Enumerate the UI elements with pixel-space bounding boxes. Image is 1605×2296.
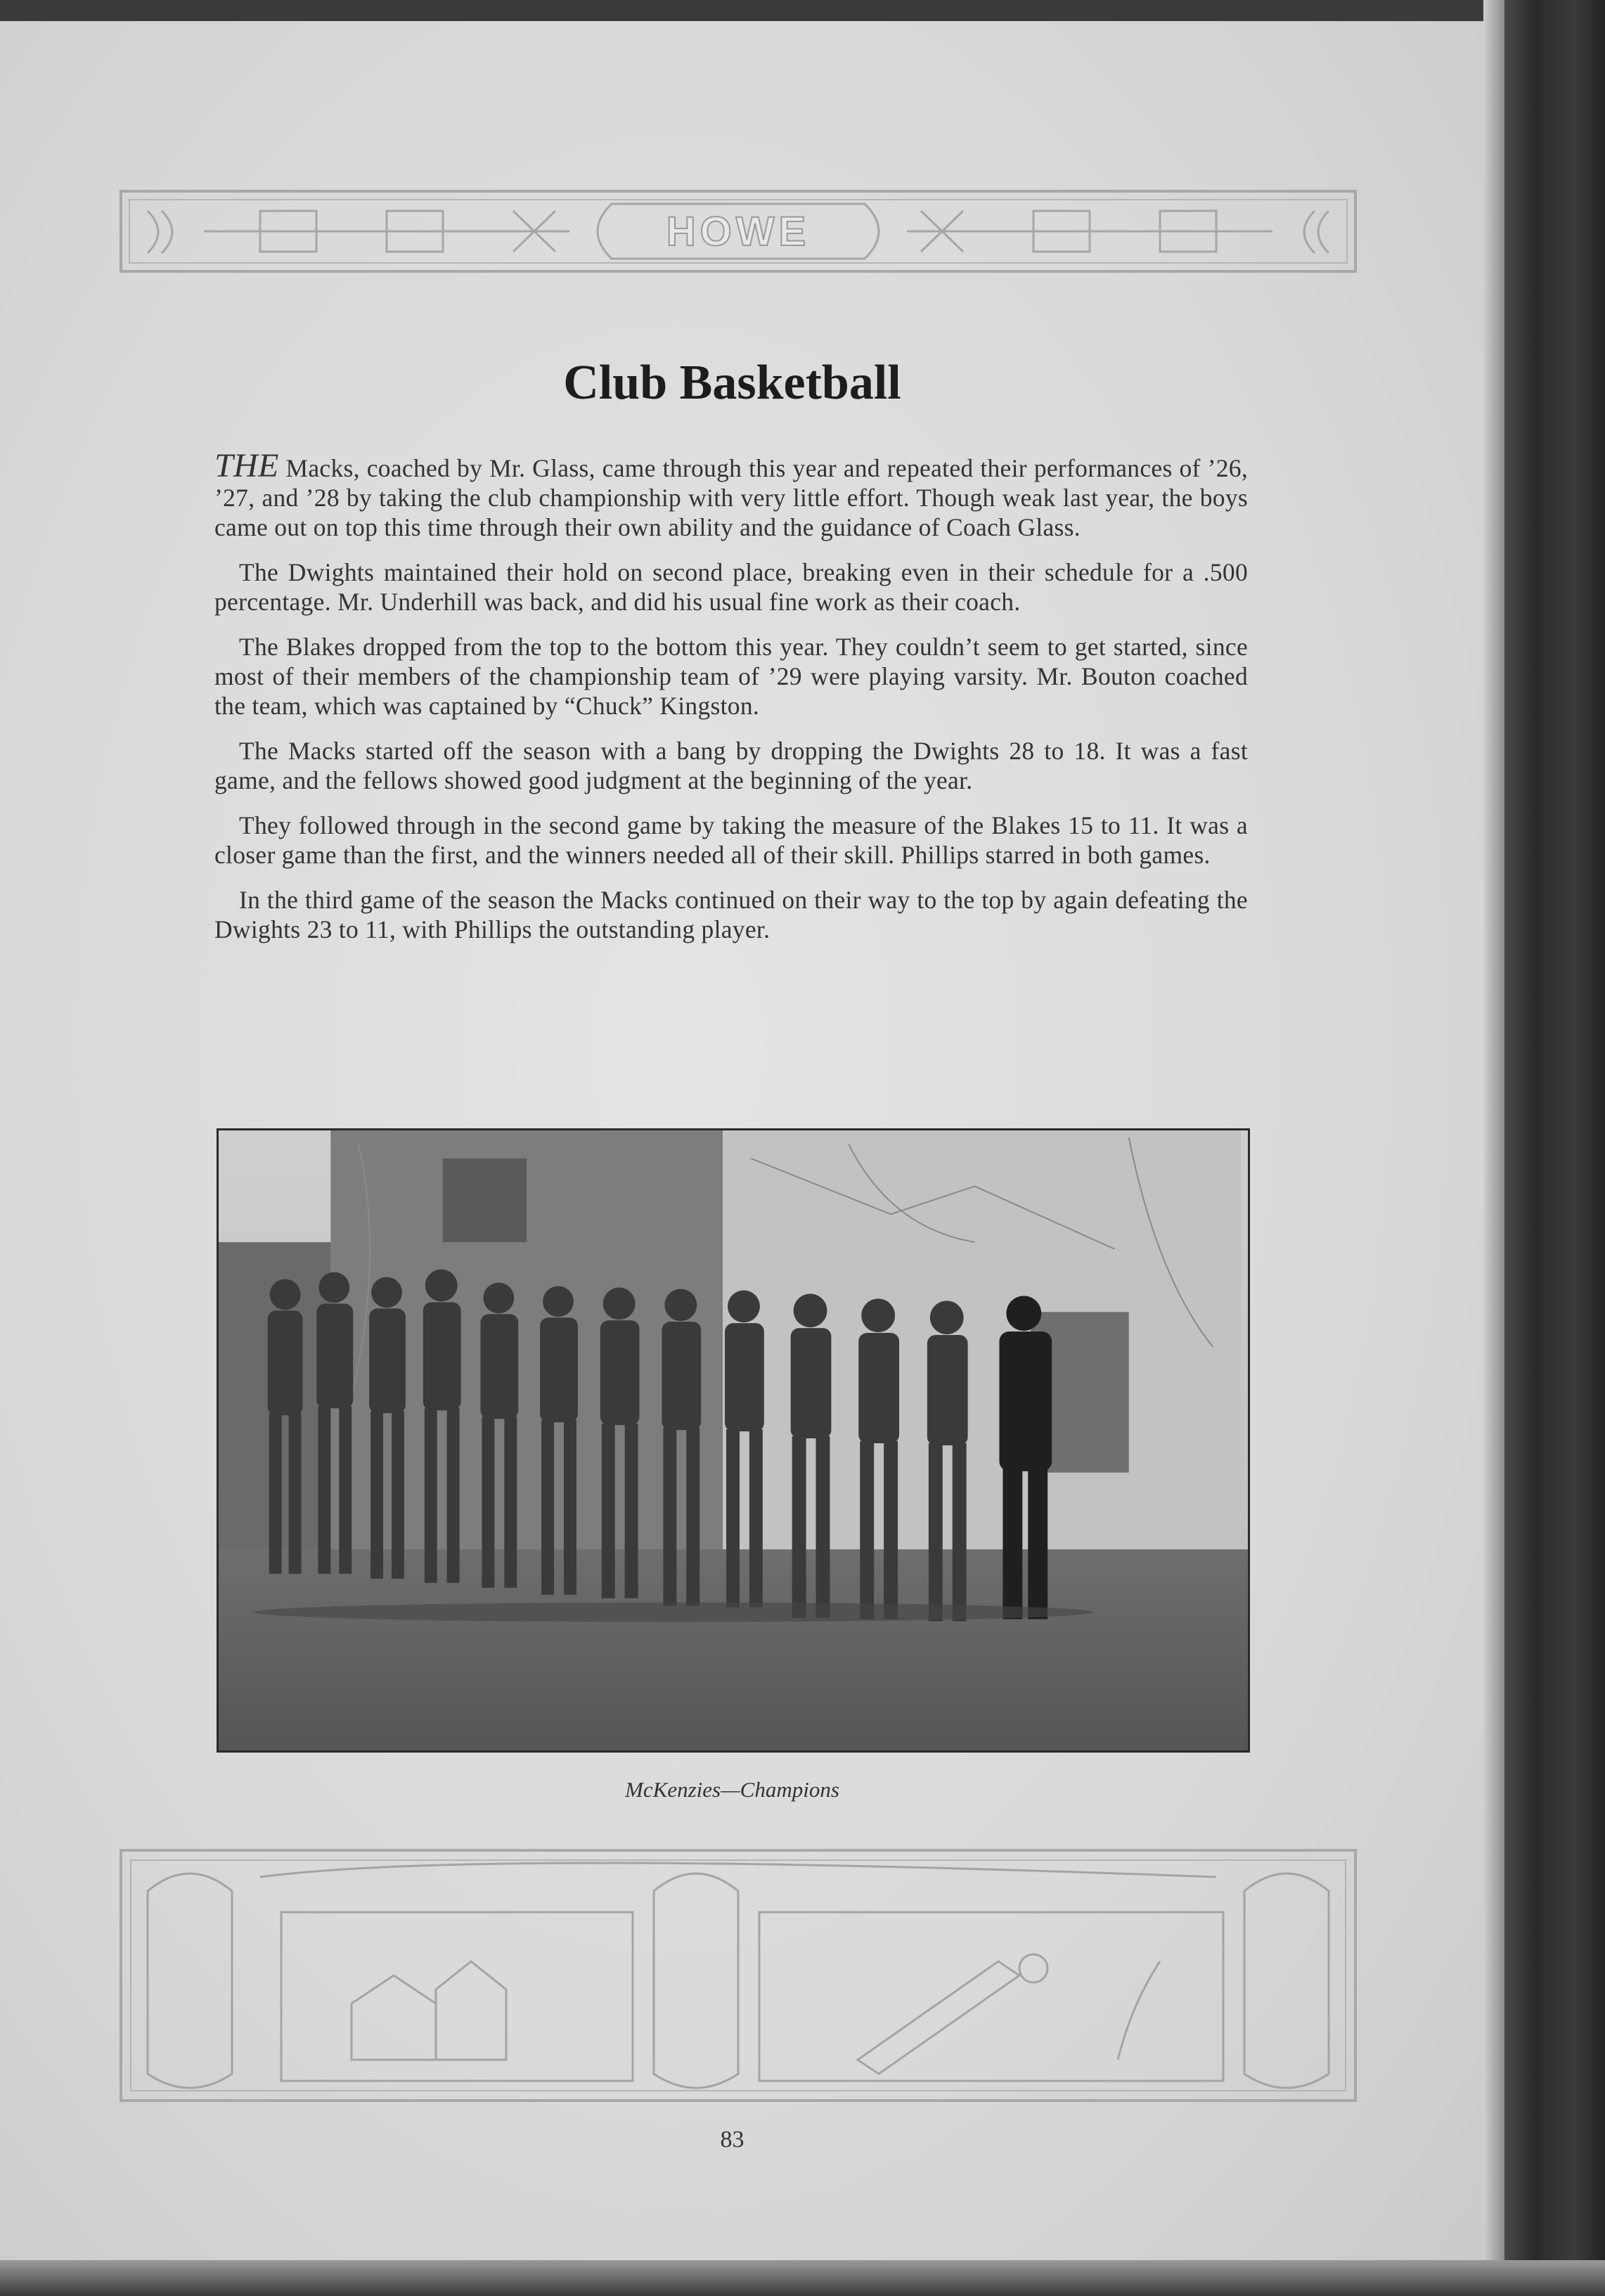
paragraph-4: The Macks started off the season with a bang by dropping the Dwights 28 to 18. It was a fast game, and the fellows showed good judgment at the beginning of the year. bbox=[214, 737, 1248, 794]
book-spine bbox=[1504, 0, 1605, 2296]
header-banner bbox=[120, 190, 1357, 273]
photo-caption: McKenzies—Champions bbox=[625, 1777, 839, 1802]
article-body bbox=[214, 447, 1248, 960]
page-title: Club Basketball bbox=[563, 356, 901, 410]
paragraph-1 bbox=[214, 447, 1248, 542]
drop-cap: THE bbox=[214, 447, 279, 484]
paragraph-2: The Dwights maintained their hold on second place, breaking even in their schedule for a .500 percentage. Mr. Underhill was back, and did his usual fine work as their coach. bbox=[214, 558, 1248, 616]
page-gutter bbox=[1483, 0, 1504, 2296]
paragraph-6: In the third game of the season the Macks continued on their way to the top by again defeating the Dwights 23 to 11, with Phillips the outstanding player. bbox=[214, 886, 1248, 943]
paragraph-3: The Blakes dropped from the top to the bottom this year. They couldn’t seem to get started, since most of their members of the championship team of ’29 were playing varsity. Mr. Bouton coached the team, which was captained by “Chuck” Kingston. bbox=[214, 633, 1248, 720]
footer-ornament bbox=[120, 1849, 1357, 2102]
paragraph-5: They followed through in the second game by taking the measure of the Blakes 15 to 11. It was a closer game than the first, and the winners needed all of their skill. Phillips starred in both games. bbox=[214, 811, 1248, 869]
paragraph-1-text: Macks, coached by Mr. Glass, came through this year and repeated their performances of ’26, ’27, and ’28 by taking the club championship with very little effort. Though weak last year, the boys came out on top this time through their own ability and the guidance of Coach Glass. bbox=[214, 454, 1248, 541]
footer-banner bbox=[120, 1849, 1357, 2102]
page-bottom-edge bbox=[0, 2260, 1605, 2296]
banner-word: HOWE bbox=[666, 208, 811, 254]
team-photo bbox=[217, 1128, 1250, 1753]
page-number: 83 bbox=[720, 2127, 745, 2153]
team-photo-image bbox=[219, 1130, 1248, 1750]
